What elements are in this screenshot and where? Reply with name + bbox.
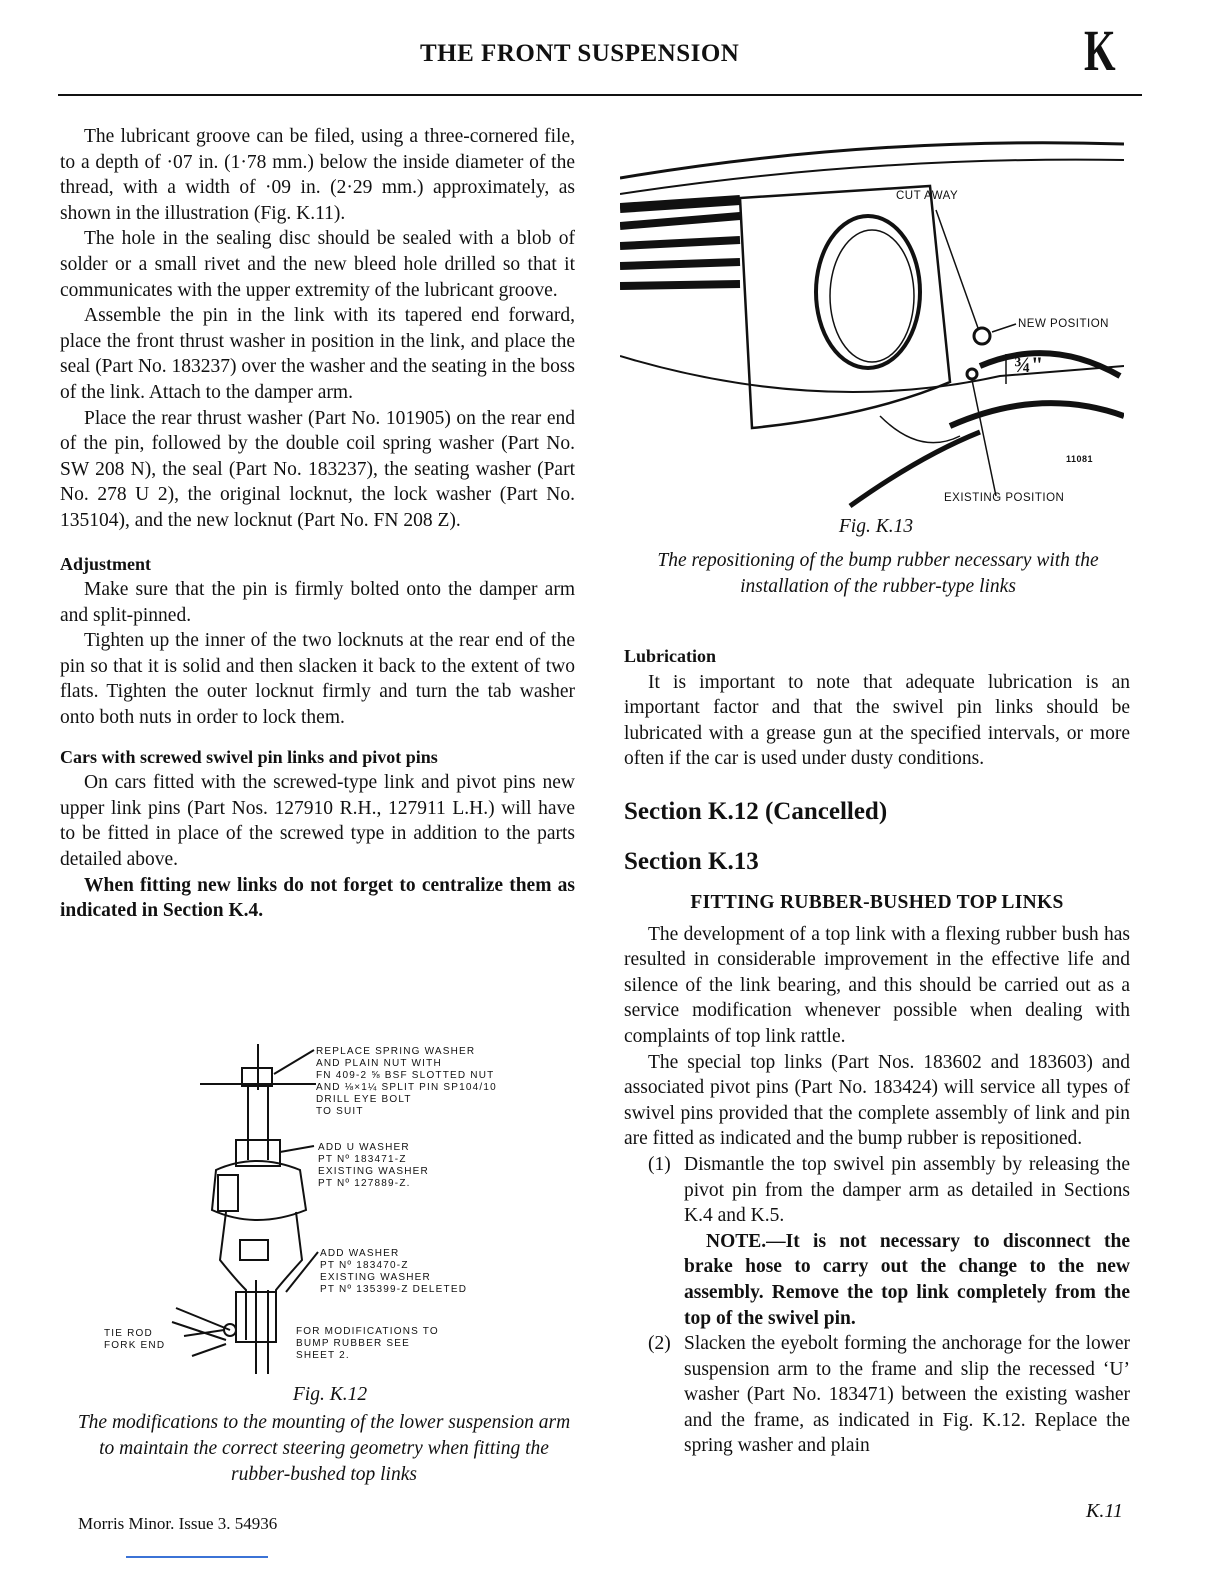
note-text: NOTE.—It is not necessary to disconnect the brake hose to carry out the change to the new assembly. Remove the top link completely from the top of the swivel pin. [684,1230,1130,1329]
item-number: (1) [648,1153,671,1175]
fig13-ref: 11081 [1066,454,1094,464]
figure-k12 [96,1040,516,1380]
section-k13-heading: Section K.13 [624,848,759,875]
fig12-note-replace: REPLACE SPRING WASHER AND PLAIN NUT WITH FN 409-2 ⅝ BSF SLOTTED NUT AND ⅛×1¼ SPLIT PIN SP104/10 DRILL EYE BOLT TO SUIT [316,1046,497,1117]
list-item [624,1152,1130,1331]
item-number: (2) [648,1333,671,1355]
fig12-note-add-washer: ADD WASHER PT Nº 183470-Z EXISTING WASHER PT Nº 135399-Z DELETED [320,1248,468,1295]
adjustment-heading: Adjustment [60,553,152,574]
paragraph: Tighten up the inner of the two locknuts at the rear end of the pin so that it is solid and then slacken it back to the extent of two flats. Tighten the outer locknut firmly and turn the tab washer onto both nuts in order to lock them. [60,630,575,729]
paragraph: The hole in the sealing disc should be sealed with a blob of solder or a small rivet and the new bleed hole drilled so that it communicates with the upper extremity of the lubricant groove. [60,228,575,301]
lubrication-section [624,644,1130,772]
paragraph: Assemble the pin in the link with its tapered end forward, place the front thrust washer in position in the link, and place the seal (Part No. 183237) over the washer and the seating in the boss of the link. Attach to the damper arm. [60,305,575,403]
paragraph: Make sure that the pin is firmly bolted onto the damper arm and split-pinned. [60,579,575,626]
fig12-caption: The modifications to the mounting of the lower suspension arm to maintain the correct steering geometry when fitting the rubber-bushed top links [77,1412,571,1485]
paragraph: On cars fitted with the screwed-type link and pivot pins new upper link pins (Part Nos. 127910 R.H., 127911 L.H.) will have to be fitted in place of the screwed type in addition to the parts detailed above. [60,772,575,871]
paragraph: The development of a top link with a flexing rubber bush has resulted in considerable improvement in the effective life and silence of the link bearing, and this should be carried out as a service modification whenever possible when dealing with complaints of top link rattle. [624,923,1130,1047]
paragraph: Place the rear thrust washer (Part No. 101905) on the rear end of the pin, followed by the double coil spring washer (Part No. SW 208 N), the seal (Part No. 183237), the seating washer (Part No. 278 U 2), the original locknut, the lock washer (Part No. 135104), and the new locknut (Part No. FN 208 Z). [60,407,575,531]
left-column [60,124,575,924]
section-k12-heading: Section K.12 (Cancelled) [624,798,888,825]
paragraph: The special top links (Part Nos. 183602 and 183603) and associated pivot pins (Part No. 183424) will service all types of swivel pins provided that the complete assembly of link and pin are fitted as indicated and the bump rubber is repositioned. [624,1051,1130,1150]
list-item [624,1331,1130,1459]
fig12-note-bump-rubber: FOR MODIFICATIONS TO BUMP RUBBER SEE SHEET 2. [296,1326,439,1361]
page-number: K.11 [1086,1500,1123,1522]
fig12-label: Fig. K.12 [292,1384,368,1405]
fig13-existing-position: EXISTING POSITION [944,492,1065,504]
figure-k13 [620,116,1124,516]
paragraph: It is important to note that adequate lubrication is an important factor and that the swivel pin links should be lubricated with a grease gun at the specified intervals, or more often if the car is used under dusty conditions. [624,671,1130,770]
blue-line [126,1556,268,1558]
lubrication-heading: Lubrication [624,646,717,666]
fig13-caption: The repositioning of the bump rubber necessary with the installation of the rubber-type links [657,550,1099,597]
header-rule [58,94,1142,96]
fig12-note-u-washer: ADD U WASHER PT Nº 183471-Z EXISTING WASHER PT Nº 127889-Z. [318,1142,429,1189]
footer-text: Morris Minor. Issue 3. 54936 [78,1514,278,1533]
paragraph: The lubricant groove can be filed, using a three-cornered file, to a depth of ·07 in. (1·78 mm.) below the inside diameter of the thread, with a width of ·09 in. (2·29 mm.) approximately, as shown in the illustration (Fig. K.11). [60,126,575,224]
fig13-new-position: NEW POSITION [1018,318,1109,330]
fig12-tie-rod-label: TIE ROD FORK END [104,1328,166,1351]
cars-heading: Cars with screwed swivel pin links and pivot pins [60,746,438,767]
bump-rubber-drawing [620,116,1124,516]
fig13-cut-away: CUT AWAY [896,190,959,202]
centralize-note: When fitting new links do not forget to centralize them as indicated in Section K.4. [60,874,575,922]
right-column [624,796,1130,1459]
fig13-label: Fig. K.13 [838,516,914,537]
item-text: Dismantle the top swivel pin assembly by releasing the pivot pin from the damper arm as detailed in Sections K.4 and K.5. [684,1153,1130,1227]
item-text: Slacken the eyebolt forming the anchorage for the lower suspension arm to the frame and slip the recessed ‘U’ washer (Part No. 183471) between the existing washer and the frame, as indicated in Fig. K.12. Replace the spring washer and plain [684,1333,1130,1457]
section-letter: K [1084,18,1116,83]
fitting-heading: FITTING RUBBER-BUSHED TOP LINKS [690,892,1064,913]
page-title: THE FRONT SUSPENSION [420,40,740,67]
fig13-dimension: ¾" [1014,352,1044,377]
